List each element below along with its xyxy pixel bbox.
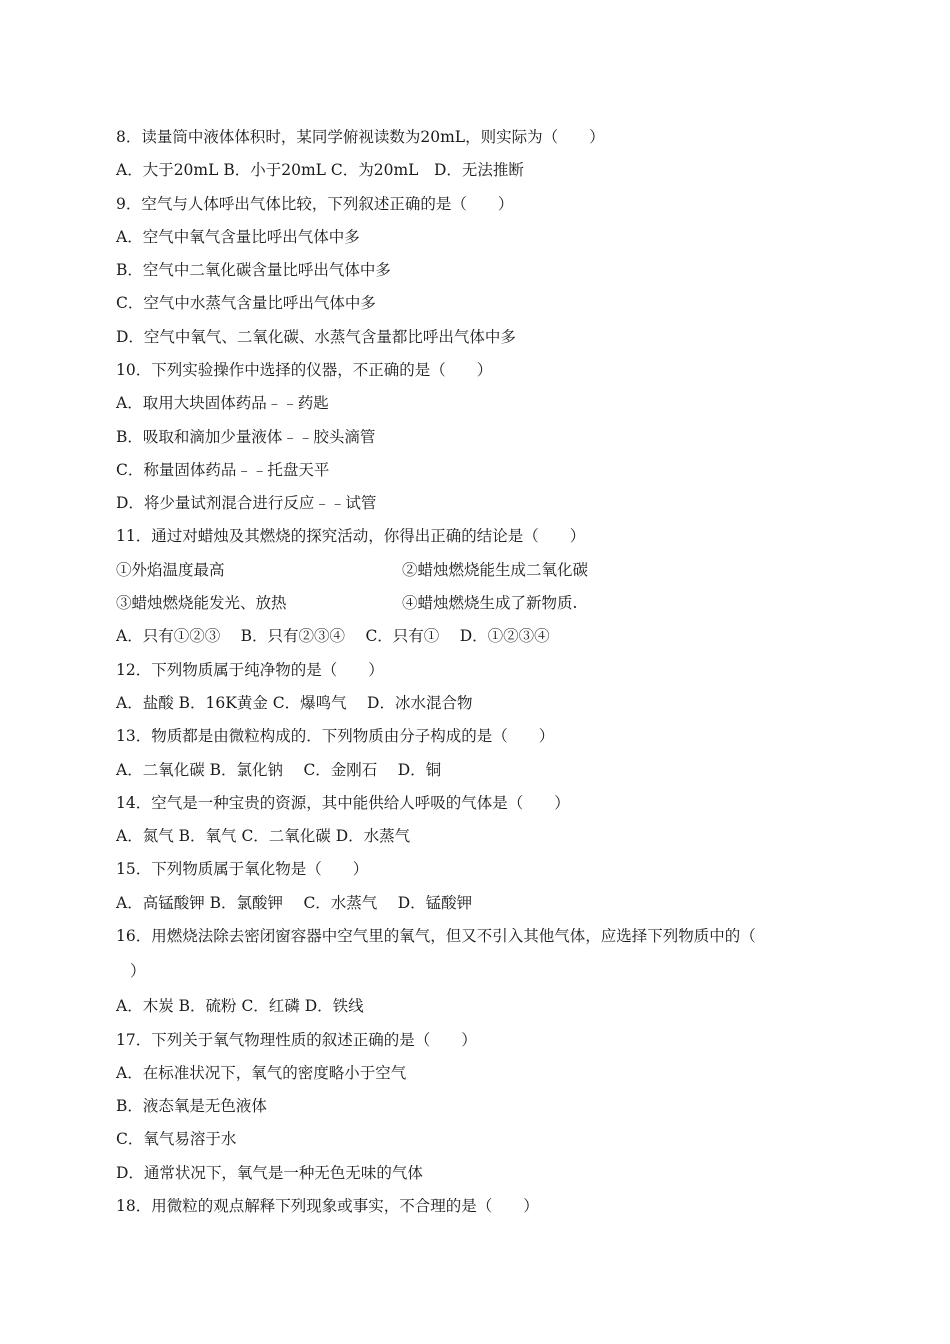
question-10-option-c: C．称量固体药品﹣﹣托盘天平: [116, 461, 330, 479]
question-10-option-d: D．将少量试剂混合进行反应﹣﹣试管: [116, 494, 377, 512]
question-17-option-a: A．在标准状况下，氧气的密度略小于空气: [116, 1064, 407, 1082]
question-12-options: A．盐酸 B．16K黄金 C．爆鸣气 D．冰水混合物: [116, 694, 473, 712]
statement-2: ②蜡烛燃烧能生成二氧化碳: [402, 561, 589, 579]
question-18: 18．用微粒的观点解释下列现象或事实，不合理的是（ ）: [116, 1197, 539, 1215]
question-9-option-c: C．空气中水蒸气含量比呼出气体中多: [116, 294, 376, 312]
question-10-option-a: A．取用大块固体药品﹣﹣药匙: [116, 394, 329, 412]
question-9-option-a: A．空气中氧气含量比呼出气体中多: [116, 228, 360, 246]
question-12: 12．下列物质属于纯净物的是（ ）: [116, 661, 384, 679]
question-17-option-b: B．液态氧是无色液体: [116, 1097, 267, 1115]
question-16-continuation: ）: [130, 962, 146, 980]
statement-1: ①外焰温度最高: [116, 561, 225, 579]
question-16-options: A．木炭 B．硫粉 C．红磷 D．铁线: [116, 997, 364, 1015]
question-9-option-b: B．空气中二氧化碳含量比呼出气体中多: [116, 261, 391, 279]
question-9: 9．空气与人体呼出气体比较，下列叙述正确的是（ ）: [116, 195, 514, 213]
question-17-option-d: D．通常状况下，氧气是一种无色无味的气体: [116, 1164, 423, 1182]
question-16: 16．用燃烧法除去密闭窗容器中空气里的氧气，但又不引入其他气体，应选择下列物质中的（: [116, 927, 756, 945]
question-15-options: A．高锰酸钾 B．氯酸钾 C．水蒸气 D．锰酸钾: [116, 894, 473, 912]
question-9-option-d: D．空气中氧气、二氧化碳、水蒸气含量都比呼出气体中多: [116, 328, 516, 346]
question-10: 10．下列实验操作中选择的仪器，不正确的是（ ）: [116, 361, 493, 379]
statement-3: ③蜡烛燃烧能发光、放热: [116, 594, 287, 612]
question-17: 17．下列关于氧气物理性质的叙述正确的是（ ）: [116, 1031, 477, 1049]
question-11-options: A．只有①②③ B．只有②③④ C．只有① D．①②③④: [116, 627, 550, 645]
statement-4: ④蜡烛燃烧生成了新物质.: [402, 594, 578, 612]
question-11: 11．通过对蜡烛及其燃烧的探究活动，你得出正确的结论是（ ）: [116, 527, 586, 545]
question-8-options: A．大于20mL B．小于20mL C．为20mL D．无法推断: [116, 161, 524, 179]
question-15: 15．下列物质属于氧化物是（ ）: [116, 860, 369, 878]
question-13: 13．物质都是由微粒构成的．下列物质由分子构成的是（ ）: [116, 727, 555, 745]
question-10-option-b: B．吸取和滴加少量液体﹣﹣胶头滴管: [116, 428, 376, 446]
question-14: 14．空气是一种宝贵的资源，其中能供给人呼吸的气体是（ ）: [116, 794, 570, 812]
question-17-option-c: C．氧气易溶于水: [116, 1130, 237, 1148]
question-8: 8．读量筒中液体体积时，某同学俯视读数为20mL，则实际为（ ）: [116, 128, 605, 146]
question-13-options: A．二氧化碳 B．氯化钠 C．金刚石 D．铜: [116, 761, 442, 779]
question-14-options: A．氮气 B．氧气 C．二氧化碳 D．水蒸气: [116, 827, 411, 845]
